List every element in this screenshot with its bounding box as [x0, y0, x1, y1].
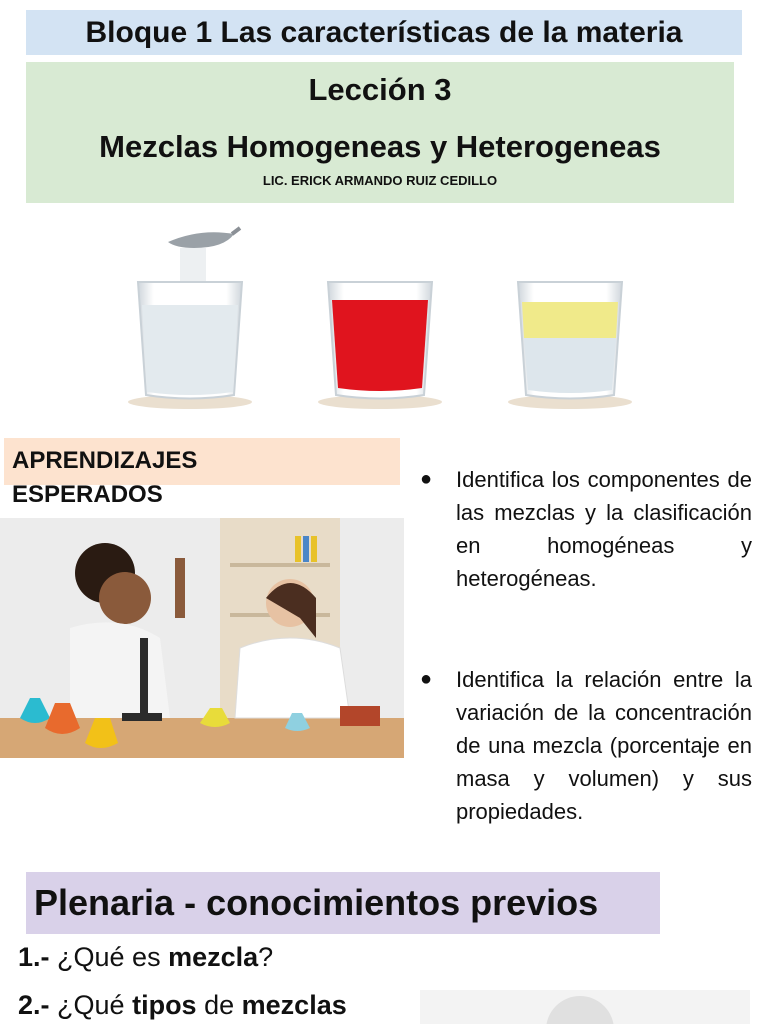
- bloque-title: Bloque 1 Las características de la materia: [85, 15, 683, 49]
- aprendizajes-line1: APRENDIZAJES: [12, 447, 198, 474]
- aprendizaje-text-2: Identifica la relación entre la variación de la concentración de una mezcla (porcentaje en masa y volumen) y sus propiedades.: [456, 667, 752, 824]
- glass-red-solution-icon: [318, 282, 442, 409]
- question-1-post: ?: [258, 942, 274, 972]
- glass-with-sugar-icon: [128, 228, 252, 409]
- aprendizaje-bullet-2: [420, 663, 752, 828]
- author-name: LIC. ERICK ARMANDO RUIZ CEDILLO: [262, 173, 498, 188]
- question-2-number: 2.-: [18, 990, 50, 1020]
- glasses-illustration: [120, 220, 650, 415]
- bullet-icon: ●: [420, 668, 433, 690]
- plenaria-title: Plenaria - conocimientos previos: [34, 882, 599, 923]
- question-1-keyword: mezcla: [168, 942, 259, 972]
- bloque-banner: [26, 10, 742, 55]
- question-2: [18, 990, 347, 1021]
- question-1-number: 1.-: [18, 942, 50, 972]
- bullet-icon: ●: [420, 468, 433, 490]
- aprendizajes-heading: [12, 444, 312, 512]
- question-1: [18, 942, 273, 973]
- question-2-pre: ¿Qué: [57, 990, 125, 1020]
- aprendizaje-bullet-1: [420, 463, 752, 595]
- decorative-image-fragment: [420, 990, 750, 1024]
- question-2-keyword-2: mezclas: [241, 990, 347, 1020]
- question-1-pre: ¿Qué es: [57, 942, 161, 972]
- leccion-subtitle: Mezclas Homogeneas y Heterogeneas: [99, 129, 661, 164]
- question-2-keyword-1: tipos: [132, 990, 197, 1020]
- leccion-title: Lección 3: [308, 72, 452, 107]
- lab-photo: [0, 518, 404, 758]
- aprendizajes-line2: ESPERADOS: [12, 481, 163, 508]
- plenaria-banner: [26, 872, 660, 934]
- leccion-box: [26, 62, 734, 203]
- question-2-mid: de: [204, 990, 235, 1020]
- glass-two-layers-icon: [508, 282, 632, 409]
- aprendizaje-text-1: Identifica los componentes de las mezclas y la clasificación en homogéneas y heterogéneas.: [456, 467, 752, 591]
